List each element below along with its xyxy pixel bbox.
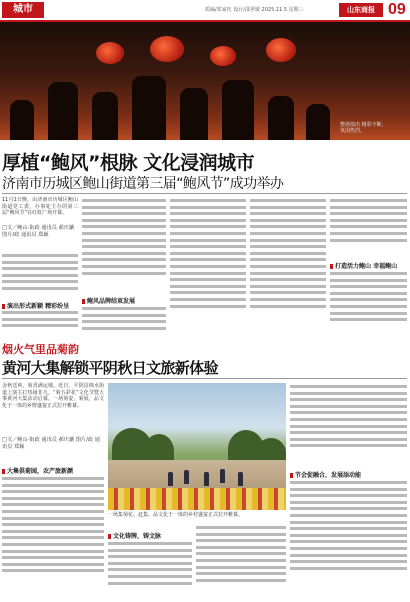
article2-subhead-2: 文化铸牌，铸文脉: [108, 531, 161, 540]
article2-text-col1: [2, 475, 104, 600]
article1-byline: □文／鲍山·街政 通讯员 郝庆骧 图片/政 通讯员 郑颖: [2, 225, 75, 238]
subheadline: 济南市历城区鲍山街道第三届“鲍风节”成功举办: [2, 176, 284, 192]
page-number: 09: [388, 1, 406, 18]
article2-text-col4: [290, 383, 407, 467]
article2-text-col4b: [290, 479, 407, 600]
article1-lead: 11月1日晚，由济南市历城区鲍山街道党工委、办事处主办的第三届“鲍风节”在红虹广场开幕。: [2, 197, 78, 217]
page-header: [0, 0, 410, 22]
article2-subhead-1: 大集俱菊园，农产旅新颜: [2, 466, 73, 475]
article2-headline: 黄河大集解锁平阴秋日文旅新体验: [2, 359, 219, 377]
article1-subhead-3: 打造活力鲍山 幸福鲍山: [330, 261, 397, 270]
article1-text-col5b: [330, 270, 407, 337]
article2-lead: 金秋送爽，菊香满运城。近日，平阴县锦水街道上演主打热闹非凡。“菊五彩花”文化节暨大事黄河大集活动启幕，一场菊宴，菊展，品文化于一体的乡野盛宴正式拉开帷幕。: [2, 383, 104, 409]
article1-text-col4: [250, 197, 326, 337]
article2-byline: □文／鲍山·街政 通讯员 郝庆骧 图片/政 通讯员 郑颖: [2, 437, 100, 450]
section-label: 城市: [2, 2, 44, 18]
article1-text-col1: [2, 252, 78, 298]
article2-text-col2: [108, 540, 192, 600]
article1-text-col2: [82, 197, 166, 293]
performance-photo: [0, 22, 410, 140]
festival-photo-caption: 一场集菊花、赶集、品文化于一体的乡村盛宴正式拉开帷幕。: [108, 512, 244, 518]
article1-subhead-2: 鲍风品牌结束发展: [82, 296, 135, 305]
photo-caption: 整场演出 精彩不断，氛围热烈。: [340, 122, 387, 134]
article1-subhead-1: 演出形式新颖 精彩纷呈: [2, 301, 69, 310]
article1-text-col5: [330, 197, 407, 257]
article2-kicker: 烟火气里品菊韵: [2, 343, 79, 356]
divider: [2, 378, 407, 379]
header-meta: 质编/邓家钰 设计/邵世敏 2025.11.5 星期三: [205, 7, 304, 13]
article1-text-col1b: [2, 309, 78, 337]
article2-text-col3: [196, 524, 286, 600]
newspaper-name: 山东商报: [339, 3, 383, 17]
article1-text-col3: [170, 197, 246, 337]
article1-text-col2b: [82, 305, 166, 337]
festival-photo: [108, 383, 286, 510]
headline: 厚植“鲍风”根脉 文化浸润城市: [2, 152, 255, 174]
article2-subhead-3: 节会促融合，发展添动能: [290, 470, 361, 479]
divider: [2, 193, 407, 194]
